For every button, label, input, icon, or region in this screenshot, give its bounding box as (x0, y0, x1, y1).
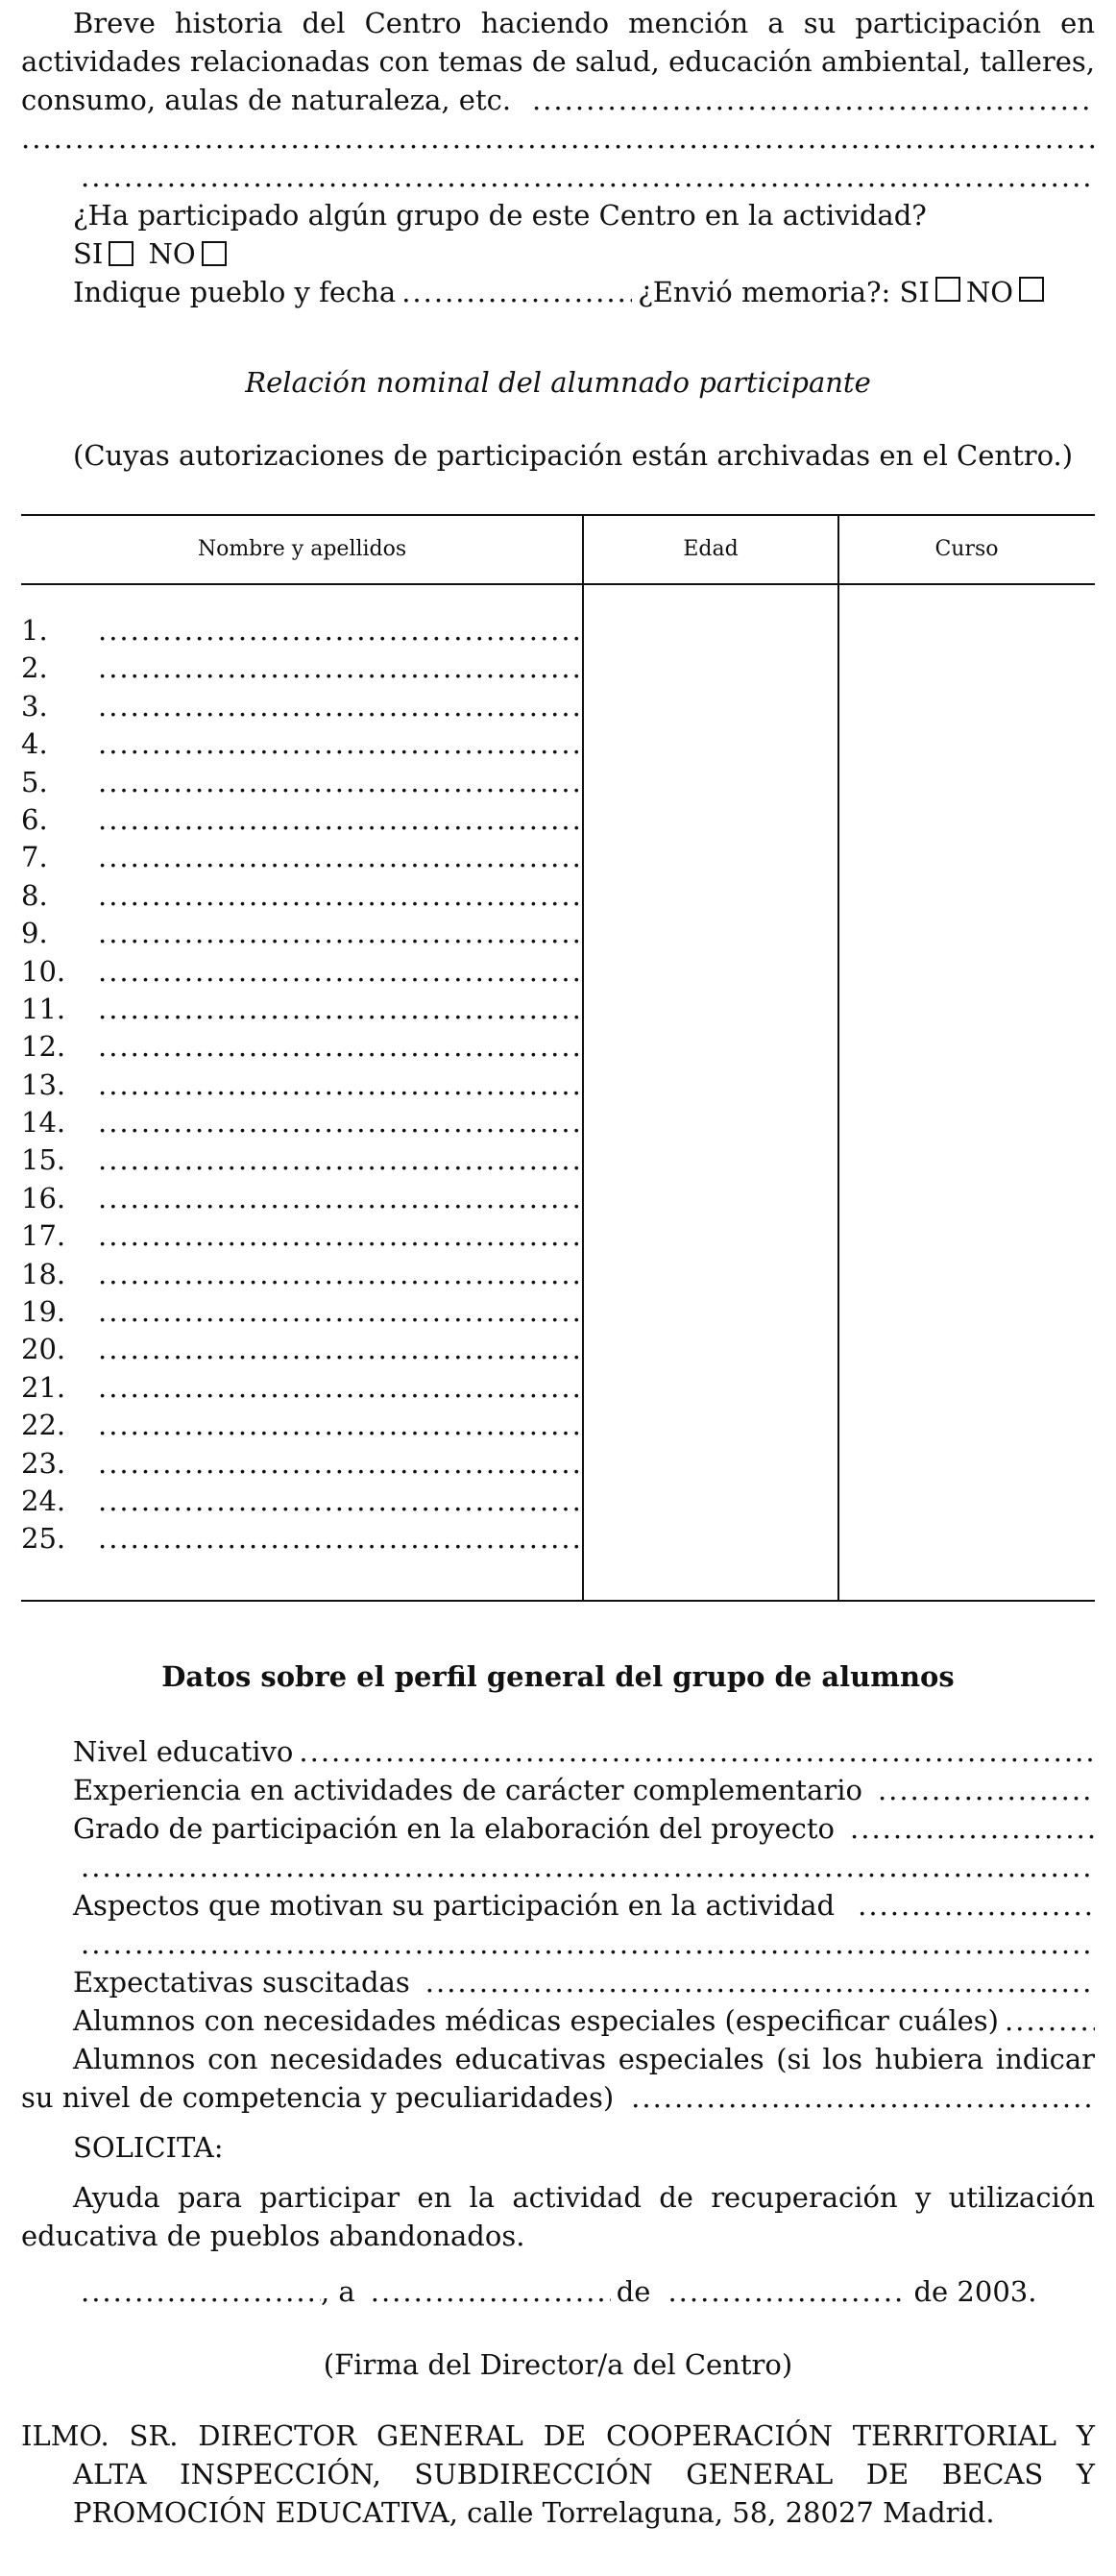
table-row (21, 1217, 583, 1255)
grado-label: Grado de participación en la elaboración del proyecto (73, 1812, 836, 1845)
date-place-field[interactable] (81, 2272, 321, 2311)
intro-section (21, 4, 1095, 311)
date-de-label: de (616, 2275, 651, 2308)
student-name-field[interactable] (98, 839, 583, 876)
student-name-field[interactable] (98, 1483, 583, 1520)
si-checkbox[interactable] (109, 241, 133, 266)
history-answer-line-1[interactable] (532, 81, 1095, 119)
no-label: NO (148, 237, 196, 270)
memoria-no-checkbox[interactable] (1019, 277, 1044, 302)
header-edad: Edad (683, 537, 739, 561)
table-row (21, 764, 583, 801)
student-name-field[interactable] (98, 1180, 583, 1217)
medicas-field[interactable] (1005, 2001, 1095, 2040)
table-row (21, 1067, 583, 1104)
student-name-field[interactable] (98, 1217, 583, 1255)
memoria-no-label: NO (965, 276, 1014, 308)
row-number: 3. (21, 689, 48, 723)
grado-field-line-2[interactable] (21, 1848, 1095, 1886)
history-answer-line-3[interactable] (21, 158, 1095, 196)
addressee: ILMO. SR. DIRECTOR GENERAL DE COOPERACIÓN TERRITORIAL Y ALTA INSPECCIÓN, SUBDIRECCIÓN GENERAL DE BECAS Y PROMOCIÓN EDUCATIVA, calle Torrelaguna, 58, 28027 Madrid. (21, 2419, 1095, 2529)
history-answer-line-2[interactable] (21, 119, 1095, 158)
student-name-field[interactable] (98, 1369, 583, 1407)
table-row (21, 1293, 583, 1331)
table-row (21, 877, 583, 915)
row-number: 5. (21, 765, 48, 798)
table-row (21, 1407, 583, 1444)
table-row (21, 991, 583, 1028)
experiencia-label: Experiencia en actividades de carácter complementario (73, 1774, 862, 1806)
row-number: 20. (21, 1333, 66, 1366)
educativas-label: su nivel de competencia y peculiaridades) (21, 2081, 615, 2114)
perfil-section (21, 1732, 1095, 2532)
experiencia-row (21, 1771, 1095, 1809)
date-a-label: , a (321, 2275, 355, 2308)
perfil-title: Datos sobre el perfil general del grupo de alumnos (161, 1660, 955, 1693)
row-number: 25. (21, 1522, 66, 1556)
expectativas-row (21, 1963, 1095, 2001)
row-number: 19. (21, 1295, 66, 1329)
row-number: 10. (21, 954, 66, 988)
student-name-field[interactable] (98, 915, 583, 952)
row-number: 9. (21, 917, 48, 950)
relacion-title: Relación nominal del alumnado participante (245, 366, 871, 399)
header-curso: Curso (934, 537, 999, 561)
town-date-field[interactable] (401, 273, 632, 311)
table-row (21, 1445, 583, 1483)
student-name-field[interactable] (98, 877, 583, 915)
student-name-field[interactable] (98, 1104, 583, 1141)
table-row (21, 1331, 583, 1368)
date-day-field[interactable] (371, 2272, 611, 2311)
educativas-field[interactable] (631, 2078, 1095, 2117)
student-name-field[interactable] (98, 991, 583, 1028)
solicita-text: Ayuda para participar en la actividad de recuperación y utilización educativa de pueblos abandonados. (21, 2181, 1095, 2252)
student-name-field[interactable] (98, 725, 583, 763)
row-number: 1. (21, 614, 48, 647)
row-number: 6. (21, 802, 48, 836)
participated-options (21, 234, 1095, 273)
table-row (21, 1483, 583, 1520)
student-name-field[interactable] (98, 1141, 583, 1179)
table-row (21, 1028, 583, 1066)
medicas-row (21, 2001, 1095, 2040)
row-number: 17. (21, 1219, 66, 1253)
student-name-field[interactable] (98, 688, 583, 725)
solicita-label: SOLICITA: (73, 2131, 224, 2164)
grado-field[interactable] (850, 1809, 1095, 1848)
history-block (21, 4, 1095, 119)
table-row (21, 1369, 583, 1407)
table-row (21, 612, 583, 650)
table-row (21, 688, 583, 725)
nivel-field[interactable] (299, 1732, 1095, 1771)
student-name-field[interactable] (98, 1028, 583, 1066)
table-row (21, 839, 583, 876)
question-participated: ¿Ha participado algún grupo de este Centro en la actividad? (73, 199, 927, 232)
student-name-field[interactable] (98, 1067, 583, 1104)
table-row (21, 1141, 583, 1179)
table-row (21, 1256, 583, 1293)
row-number: 11. (21, 992, 66, 1025)
aspectos-field[interactable] (858, 1886, 1095, 1925)
expectativas-field[interactable] (425, 1963, 1095, 2001)
aspectos-field-line-2[interactable] (21, 1925, 1095, 1963)
student-name-field[interactable] (98, 1293, 583, 1331)
row-number: 8. (21, 878, 48, 912)
memoria-label: ¿Envió memoria?: SI (638, 276, 930, 308)
row-number: 21. (21, 1370, 66, 1404)
table-header (21, 516, 1095, 585)
date-month-field[interactable] (667, 2272, 908, 2311)
nivel-label: Nivel educativo (73, 1735, 294, 1768)
row-number: 16. (21, 1181, 66, 1214)
table-row (21, 1520, 583, 1558)
row-number: 18. (21, 1257, 66, 1290)
table-row (21, 650, 583, 687)
row-number: 14. (21, 1106, 66, 1140)
student-name-field[interactable] (98, 612, 583, 650)
row-number: 15. (21, 1143, 66, 1177)
relacion-note: (Cuyas autorizaciones de participación están archivadas en el Centro.) (73, 439, 1074, 472)
si-label: SI (73, 237, 104, 270)
town-date-label: Indique pueblo y fecha (73, 276, 397, 308)
grado-row (21, 1809, 1095, 1848)
table-row (21, 915, 583, 952)
students-table (21, 514, 1095, 1602)
medicas-label: Alumnos con necesidades médicas especiales (especificar cuáles) (73, 2004, 999, 2037)
town-date-row (21, 273, 1095, 311)
student-name-field[interactable] (98, 1445, 583, 1483)
row-number: 22. (21, 1409, 66, 1442)
educativas-row (21, 2078, 1095, 2117)
row-number: 2. (21, 651, 48, 685)
firma-label: (Firma del Director/a del Centro) (323, 2348, 793, 2381)
aspectos-label: Aspectos que motivan su participación en la actividad (73, 1889, 836, 1922)
student-name-field[interactable] (98, 650, 583, 687)
student-name-field[interactable] (98, 764, 583, 801)
table-row (21, 801, 583, 839)
student-name-field[interactable] (98, 801, 583, 839)
table-row (21, 725, 583, 763)
row-number: 4. (21, 727, 48, 761)
table-row (21, 953, 583, 991)
nivel-row (21, 1732, 1095, 1771)
row-number: 7. (21, 841, 48, 874)
date-row (21, 2272, 1095, 2311)
date-year-label: de 2003. (913, 2275, 1037, 2308)
history-text-content: Breve historia del Centro haciendo mención a su participación en actividades relacionadas con temas de salud, educación ambiental, talleres, consumo, aulas de naturaleza, etc. (21, 7, 1095, 116)
student-name-field[interactable] (98, 1331, 583, 1368)
expectativas-label: Expectativas suscitadas (73, 1966, 410, 1999)
student-name-field[interactable] (98, 1407, 583, 1444)
row-number: 23. (21, 1446, 66, 1480)
row-number: 24. (21, 1484, 66, 1517)
no-checkbox[interactable] (202, 241, 227, 266)
student-name-field[interactable] (98, 1256, 583, 1293)
table-row (21, 1180, 583, 1217)
aspectos-row (21, 1886, 1095, 1925)
student-name-field[interactable] (98, 1520, 583, 1558)
column-divider-2 (837, 516, 839, 1600)
memoria-si-checkbox[interactable] (935, 277, 960, 302)
student-name-field[interactable] (98, 953, 583, 991)
experiencia-field[interactable] (878, 1771, 1095, 1809)
row-number: 13. (21, 1067, 66, 1101)
table-row (21, 1104, 583, 1141)
row-number: 12. (21, 1030, 66, 1064)
educativas-line-1: Alumnos con necesidades educativas especiales (si los hubiera indicar (73, 2043, 1095, 2075)
student-rows (21, 612, 583, 1558)
header-nombre: Nombre y apellidos (197, 537, 407, 561)
